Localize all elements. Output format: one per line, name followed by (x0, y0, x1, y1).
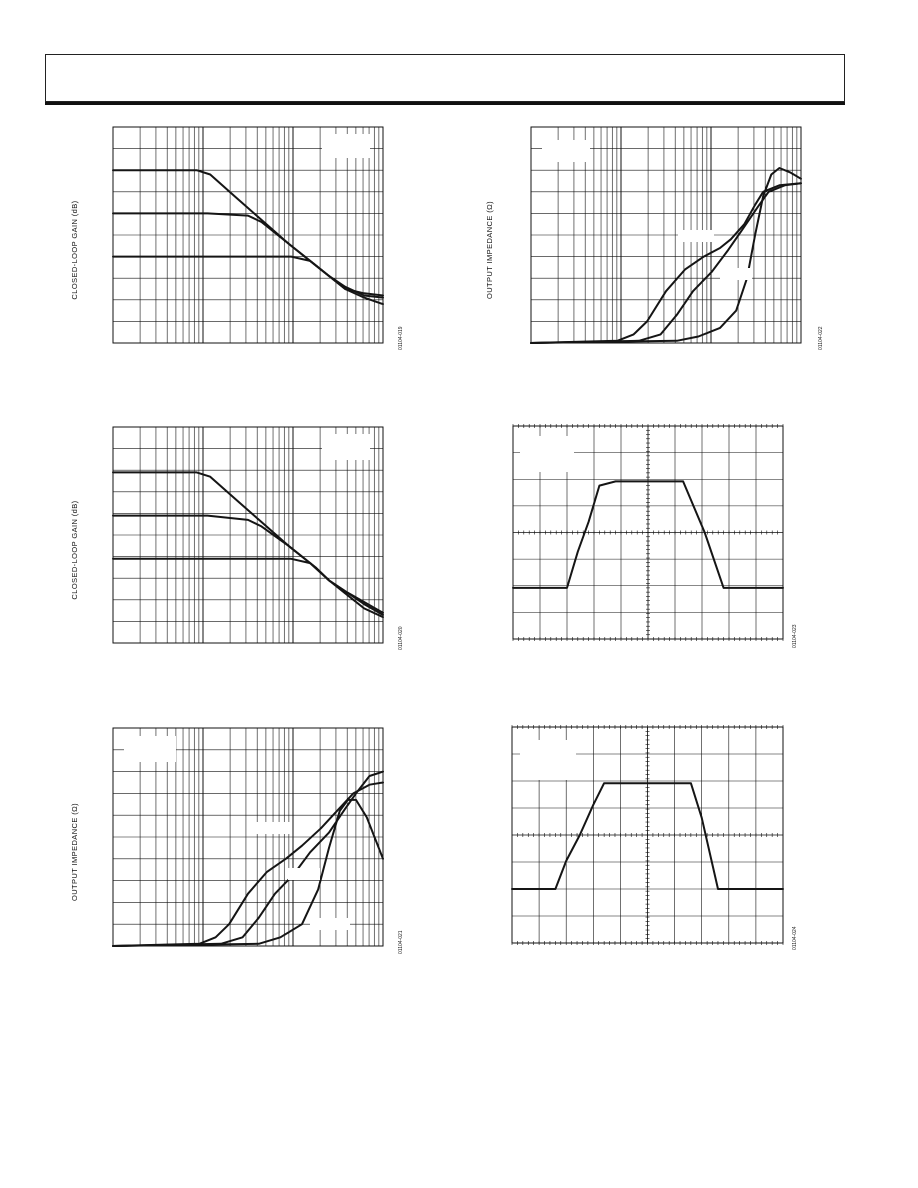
series-label-box (720, 268, 752, 280)
figure-id: 01104-019 (398, 326, 404, 350)
page-header-box (45, 54, 845, 102)
legend-box (322, 434, 370, 460)
figure-id: 01104-023 (792, 624, 798, 648)
pulse-response-chart-1 (480, 420, 840, 680)
legend-box (322, 134, 370, 158)
series-label-box (256, 822, 292, 834)
legend-box (520, 436, 574, 472)
closed-loop-gain-chart-1 (60, 120, 420, 380)
legend-box (520, 740, 576, 780)
y-axis-label: OUTPUT IMPEDANCE (Ω) (70, 802, 79, 902)
legend-box (542, 140, 590, 162)
series-label-box (310, 918, 350, 930)
series-label-box (288, 868, 320, 880)
pulse-response-chart-2 (480, 722, 840, 982)
legend-box (124, 736, 176, 762)
figure-id: 01104-022 (818, 326, 824, 350)
output-impedance-chart-1 (480, 120, 840, 380)
figure-id: 01104-021 (398, 930, 404, 954)
series-label-box (678, 230, 714, 242)
y-axis-label: CLOSED-LOOP GAIN (dB) (70, 200, 79, 300)
output-impedance-chart-2 (60, 722, 420, 982)
y-axis-label: OUTPUT IMPEDANCE (Ω) (485, 200, 494, 300)
page-header-rule (45, 102, 845, 105)
figure-id: 01104-024 (792, 926, 798, 950)
y-axis-label: CLOSED-LOOP GAIN (dB) (70, 500, 79, 600)
closed-loop-gain-chart-2 (60, 420, 420, 680)
figure-id: 01104-020 (398, 626, 404, 650)
